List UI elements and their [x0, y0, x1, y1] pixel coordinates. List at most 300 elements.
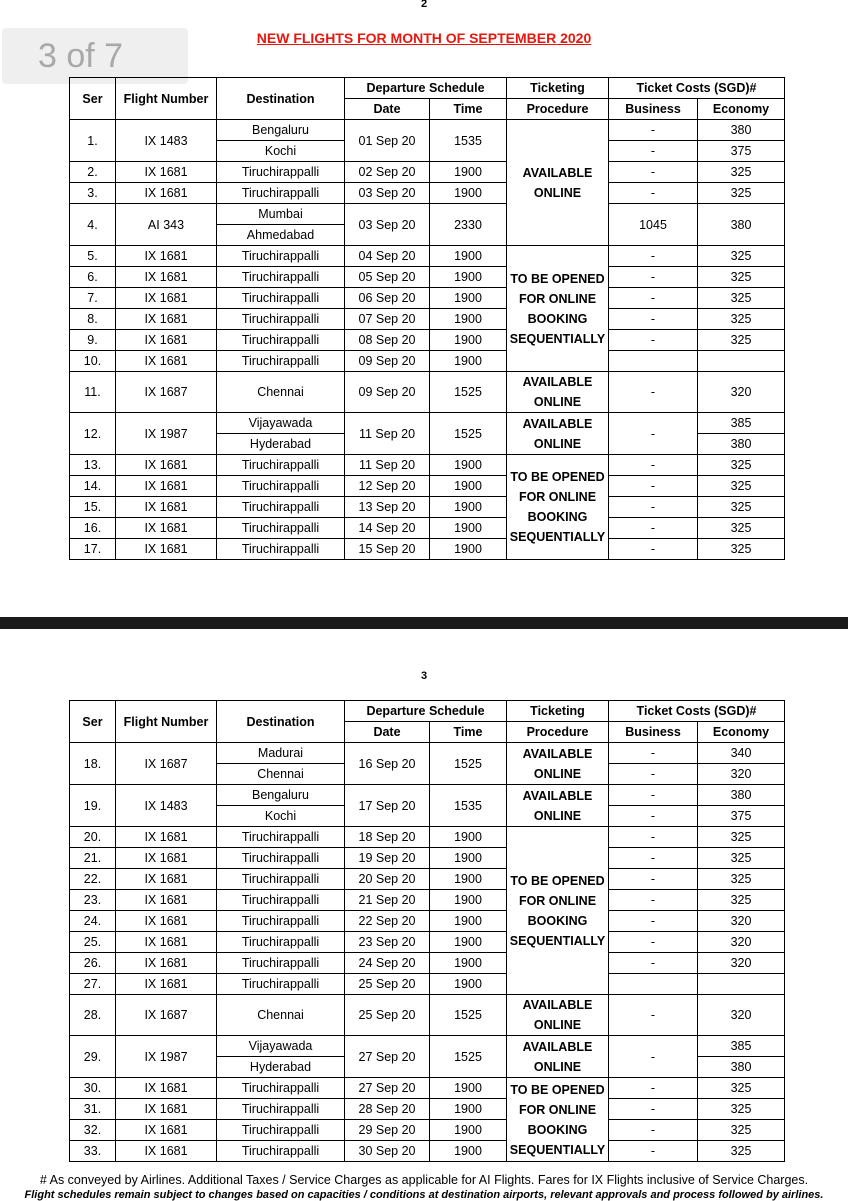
cell-business: -: [609, 848, 698, 869]
cell-ser: 4.: [70, 204, 116, 246]
header-economy: Economy: [698, 99, 785, 120]
cell-business: -: [609, 806, 698, 827]
table-row: [70, 827, 785, 848]
cell-ser: 20.: [70, 827, 116, 848]
table-row: [70, 932, 785, 953]
cell-business: -: [609, 267, 698, 288]
cell-date: 03 Sep 20: [345, 183, 430, 204]
cell-economy: 325: [698, 476, 785, 497]
cell-date: 07 Sep 20: [345, 309, 430, 330]
cell-economy: 325: [698, 1141, 785, 1162]
cell-business: 1045: [609, 204, 698, 246]
cell-economy: 325: [698, 869, 785, 890]
table-row: [70, 848, 785, 869]
page-title: NEW FLIGHTS FOR MONTH OF SEPTEMBER 2020: [256, 30, 592, 46]
cell-time: 1900: [430, 476, 507, 497]
cell-economy: 325: [698, 267, 785, 288]
cell-ser: 26.: [70, 953, 116, 974]
header-destination: Destination: [217, 78, 345, 120]
cell-time: 1525: [430, 743, 507, 785]
cell-destination: Kochi: [217, 806, 345, 827]
table-row: [70, 743, 785, 764]
header-economy: Economy: [698, 722, 785, 743]
cell-date: 08 Sep 20: [345, 330, 430, 351]
procedure-line: SEQUENTIALLY: [509, 933, 606, 948]
cell-business: -: [609, 764, 698, 785]
cell-time: 1900: [430, 455, 507, 476]
table-row: [70, 267, 785, 288]
cell-date: 01 Sep 20: [345, 120, 430, 162]
cell-flight-number: IX 1681: [116, 827, 217, 848]
cell-business: -: [609, 518, 698, 539]
cell-ser: 6.: [70, 267, 116, 288]
cell-time: 1900: [430, 953, 507, 974]
table-row: [70, 372, 785, 413]
procedure-line: AVAILABLE: [522, 1039, 593, 1054]
cell-time: 2330: [430, 204, 507, 246]
cell-ticketing-procedure: [507, 372, 609, 413]
cell-economy: 380: [698, 204, 785, 246]
procedure-line: ONLINE: [533, 1018, 582, 1032]
procedure-line: ONLINE: [533, 766, 582, 781]
cell-flight-number: IX 1987: [116, 413, 217, 455]
cell-destination: Mumbai: [217, 204, 345, 225]
cell-flight-number: IX 1687: [116, 995, 217, 1036]
header-procedure: Procedure: [507, 99, 609, 120]
table-row: [70, 518, 785, 539]
header-flight-number: Flight Number: [116, 701, 217, 743]
procedure-line: AVAILABLE: [522, 998, 593, 1012]
cell-flight-number: IX 1483: [116, 785, 217, 827]
cell-business: -: [609, 330, 698, 351]
table-row: [70, 890, 785, 911]
cell-time: 1900: [430, 246, 507, 267]
cell-date: 11 Sep 20: [345, 455, 430, 476]
cell-economy: 325: [698, 309, 785, 330]
cell-destination: Tiruchirappalli: [217, 869, 345, 890]
cell-flight-number: IX 1681: [116, 455, 217, 476]
cell-ser: 10.: [70, 351, 116, 372]
cell-business: -: [609, 869, 698, 890]
cell-destination: Tiruchirappalli: [217, 1141, 345, 1162]
cell-ser: 25.: [70, 932, 116, 953]
cell-destination: Bengaluru: [217, 785, 345, 806]
cell-economy: 320: [698, 764, 785, 785]
cell-destination: Tiruchirappalli: [217, 953, 345, 974]
header-date: Date: [345, 722, 430, 743]
header-ticketing: Ticketing: [507, 701, 609, 722]
cell-economy: 320: [698, 372, 785, 413]
cell-time: 1900: [430, 351, 507, 372]
cell-time: 1535: [430, 120, 507, 162]
cell-economy: 325: [698, 162, 785, 183]
cell-economy: 325: [698, 539, 785, 560]
cell-economy: 380: [698, 120, 785, 141]
cell-destination: Tiruchirappalli: [217, 1078, 345, 1099]
table-row: [70, 974, 785, 995]
table-row: [70, 1036, 785, 1057]
cell-time: 1535: [430, 785, 507, 827]
table-row: [70, 183, 785, 204]
cell-ser: 18.: [70, 743, 116, 785]
flight-table-2: [69, 700, 785, 1162]
procedure-line: BOOKING: [527, 510, 588, 524]
cell-economy: 325: [698, 1099, 785, 1120]
cell-business: -: [609, 1078, 698, 1099]
header-destination: Destination: [217, 701, 345, 743]
cell-economy: 325: [698, 518, 785, 539]
cell-ser: 7.: [70, 288, 116, 309]
procedure-line: SEQUENTIALLY: [509, 331, 606, 346]
table-row: [70, 953, 785, 974]
cell-flight-number: IX 1681: [116, 1120, 217, 1141]
cell-destination: Chennai: [217, 372, 345, 413]
page-number: 2: [420, 0, 428, 10]
cell-destination: Vijayawada: [217, 1036, 345, 1057]
cell-destination: Madurai: [217, 743, 345, 764]
cell-date: 11 Sep 20: [345, 413, 430, 455]
header-departure-schedule: Departure Schedule: [345, 78, 507, 99]
cell-ser: 5.: [70, 246, 116, 267]
procedure-line: BOOKING: [527, 913, 588, 928]
header-ticketing: Ticketing: [507, 78, 609, 99]
cell-destination: Tiruchirappalli: [217, 288, 345, 309]
flight-table-1: [69, 77, 785, 560]
header-business: Business: [609, 99, 698, 120]
cell-destination: Tiruchirappalli: [217, 497, 345, 518]
cell-time: 1900: [430, 162, 507, 183]
cell-economy: 325: [698, 848, 785, 869]
cell-economy: 385: [698, 1036, 785, 1057]
header-ser: Ser: [70, 78, 116, 120]
cell-ser: 32.: [70, 1120, 116, 1141]
cell-destination: Tiruchirappalli: [217, 267, 345, 288]
cell-ticketing-procedure: [507, 995, 609, 1036]
cell-business: -: [609, 1141, 698, 1162]
procedure-line: FOR ONLINE: [518, 1102, 597, 1117]
cell-flight-number: IX 1681: [116, 330, 217, 351]
cell-economy: 325: [698, 1120, 785, 1141]
table-row: [70, 204, 785, 225]
procedure-line: AVAILABLE: [522, 788, 593, 803]
cell-flight-number: IX 1681: [116, 848, 217, 869]
footnote: # As conveyed by Airlines. Additional Taxes / Service Charges as applicable for AI Flights. Fares for IX Flights inclusive of Service Charges.: [39, 1173, 809, 1187]
cell-destination: Kochi: [217, 141, 345, 162]
cell-destination: Hyderabad: [217, 1057, 345, 1078]
cell-economy: 325: [698, 330, 785, 351]
cell-economy: 325: [698, 497, 785, 518]
cell-date: 06 Sep 20: [345, 288, 430, 309]
cell-time: 1900: [430, 869, 507, 890]
cell-economy: 325: [698, 1078, 785, 1099]
cell-date: 02 Sep 20: [345, 162, 430, 183]
cell-business: -: [609, 413, 698, 455]
table-row: [70, 1078, 785, 1099]
table-row: [70, 120, 785, 141]
cell-economy: 325: [698, 246, 785, 267]
cell-time: 1900: [430, 1078, 507, 1099]
cell-business: [609, 974, 698, 995]
cell-date: 29 Sep 20: [345, 1120, 430, 1141]
procedure-line: ONLINE: [533, 395, 582, 409]
cell-time: 1900: [430, 330, 507, 351]
cell-ser: 13.: [70, 455, 116, 476]
cell-time: 1900: [430, 1120, 507, 1141]
cell-economy: 320: [698, 953, 785, 974]
cell-ticketing-procedure: [507, 455, 609, 560]
cell-flight-number: IX 1681: [116, 497, 217, 518]
cell-business: -: [609, 911, 698, 932]
cell-date: 03 Sep 20: [345, 204, 430, 246]
cell-economy: [698, 351, 785, 372]
cell-economy: 325: [698, 183, 785, 204]
cell-date: 24 Sep 20: [345, 953, 430, 974]
procedure-line: BOOKING: [527, 1122, 588, 1137]
procedure-line: BOOKING: [527, 311, 588, 326]
cell-date: 05 Sep 20: [345, 267, 430, 288]
table-row: [70, 785, 785, 806]
cell-time: 1900: [430, 309, 507, 330]
cell-date: 09 Sep 20: [345, 351, 430, 372]
cell-economy: 320: [698, 911, 785, 932]
cell-date: 27 Sep 20: [345, 1036, 430, 1078]
table-row: [70, 246, 785, 267]
procedure-line: TO BE OPENED: [510, 470, 605, 484]
table-row: [70, 539, 785, 560]
procedure-line: FOR ONLINE: [518, 291, 597, 306]
cell-flight-number: IX 1681: [116, 974, 217, 995]
cell-ser: 17.: [70, 539, 116, 560]
table-row: [70, 330, 785, 351]
cell-date: 21 Sep 20: [345, 890, 430, 911]
cell-ticketing-procedure: [507, 120, 609, 246]
cell-ticketing-procedure: [507, 246, 609, 372]
procedure-line: ONLINE: [533, 436, 582, 451]
table-row: [70, 455, 785, 476]
cell-ser: 16.: [70, 518, 116, 539]
cell-economy: 325: [698, 827, 785, 848]
cell-destination: Hyderabad: [217, 434, 345, 455]
cell-business: -: [609, 246, 698, 267]
cell-time: 1900: [430, 1099, 507, 1120]
cell-destination: Bengaluru: [217, 120, 345, 141]
cell-ticketing-procedure: [507, 785, 609, 827]
cell-ticketing-procedure: [507, 1036, 609, 1078]
cell-economy: 340: [698, 743, 785, 764]
cell-destination: Vijayawada: [217, 413, 345, 434]
cell-flight-number: IX 1681: [116, 476, 217, 497]
cell-date: 15 Sep 20: [345, 539, 430, 560]
procedure-line: TO BE OPENED: [510, 1082, 605, 1097]
cell-date: 12 Sep 20: [345, 476, 430, 497]
cell-ticketing-procedure: [507, 743, 609, 785]
table-row: [70, 309, 785, 330]
header-time: Time: [430, 99, 507, 120]
cell-ticketing-procedure: [507, 1078, 609, 1162]
cell-time: 1900: [430, 911, 507, 932]
cell-ser: 19.: [70, 785, 116, 827]
cell-date: 28 Sep 20: [345, 1099, 430, 1120]
cell-flight-number: IX 1681: [116, 539, 217, 560]
cell-economy: 375: [698, 141, 785, 162]
cell-economy: 320: [698, 995, 785, 1036]
cell-destination: Ahmedabad: [217, 225, 345, 246]
cell-ser: 2.: [70, 162, 116, 183]
table-row: [70, 476, 785, 497]
cell-time: 1900: [430, 539, 507, 560]
cell-time: 1900: [430, 932, 507, 953]
cell-date: 16 Sep 20: [345, 743, 430, 785]
cell-business: -: [609, 141, 698, 162]
table-row: [70, 1120, 785, 1141]
procedure-line: FOR ONLINE: [518, 490, 597, 504]
cell-ser: 8.: [70, 309, 116, 330]
cell-business: -: [609, 1036, 698, 1078]
cell-destination: Chennai: [217, 995, 345, 1036]
cell-flight-number: IX 1681: [116, 932, 217, 953]
procedure-line: TO BE OPENED: [510, 873, 605, 888]
cell-business: -: [609, 932, 698, 953]
procedure-line: SEQUENTIALLY: [509, 1142, 606, 1157]
cell-ser: 28.: [70, 995, 116, 1036]
cell-ser: 1.: [70, 120, 116, 162]
cell-time: 1900: [430, 183, 507, 204]
table-row: [70, 351, 785, 372]
page-divider: [0, 617, 848, 629]
cell-destination: Tiruchirappalli: [217, 848, 345, 869]
cell-flight-number: IX 1681: [116, 267, 217, 288]
table-row: [70, 288, 785, 309]
header-ticket-costs: Ticket Costs (SGD)#: [609, 78, 785, 99]
cell-business: -: [609, 539, 698, 560]
cell-business: -: [609, 162, 698, 183]
cell-time: 1525: [430, 1036, 507, 1078]
cell-economy: 325: [698, 455, 785, 476]
cell-business: -: [609, 288, 698, 309]
procedure-line: AVAILABLE: [522, 416, 593, 431]
cell-date: 25 Sep 20: [345, 974, 430, 995]
cell-ser: 22.: [70, 869, 116, 890]
cell-ser: 15.: [70, 497, 116, 518]
cell-business: [609, 351, 698, 372]
cell-ser: 23.: [70, 890, 116, 911]
cell-ser: 12.: [70, 413, 116, 455]
cell-flight-number: IX 1681: [116, 162, 217, 183]
cell-date: 30 Sep 20: [345, 1141, 430, 1162]
cell-flight-number: AI 343: [116, 204, 217, 246]
cell-economy: 380: [698, 1057, 785, 1078]
cell-ser: 11.: [70, 372, 116, 413]
cell-ser: 3.: [70, 183, 116, 204]
cell-time: 1900: [430, 827, 507, 848]
cell-business: -: [609, 995, 698, 1036]
cell-business: -: [609, 120, 698, 141]
cell-flight-number: IX 1681: [116, 1078, 217, 1099]
cell-business: -: [609, 372, 698, 413]
cell-flight-number: IX 1687: [116, 372, 217, 413]
cell-time: 1900: [430, 848, 507, 869]
cell-business: -: [609, 827, 698, 848]
cell-destination: Tiruchirappalli: [217, 911, 345, 932]
cell-time: 1525: [430, 372, 507, 413]
cell-destination: Tiruchirappalli: [217, 309, 345, 330]
cell-business: -: [609, 455, 698, 476]
cell-time: 1900: [430, 288, 507, 309]
procedure-line: ONLINE: [533, 808, 582, 823]
header-date: Date: [345, 99, 430, 120]
header-procedure: Procedure: [507, 722, 609, 743]
page-number: 3: [420, 670, 428, 682]
table-row: [70, 869, 785, 890]
cell-business: -: [609, 309, 698, 330]
cell-ser: 27.: [70, 974, 116, 995]
header-ticket-costs: Ticket Costs (SGD)#: [609, 701, 785, 722]
cell-flight-number: IX 1687: [116, 743, 217, 785]
cell-date: 19 Sep 20: [345, 848, 430, 869]
cell-date: 04 Sep 20: [345, 246, 430, 267]
table-row: [70, 1141, 785, 1162]
cell-date: 23 Sep 20: [345, 932, 430, 953]
cell-destination: Tiruchirappalli: [217, 539, 345, 560]
cell-flight-number: IX 1681: [116, 183, 217, 204]
procedure-line: ONLINE: [533, 185, 582, 200]
cell-destination: Tiruchirappalli: [217, 246, 345, 267]
cell-date: 18 Sep 20: [345, 827, 430, 848]
cell-flight-number: IX 1681: [116, 911, 217, 932]
cell-ser: 29.: [70, 1036, 116, 1078]
cell-destination: Tiruchirappalli: [217, 330, 345, 351]
cell-flight-number: IX 1681: [116, 869, 217, 890]
cell-date: 20 Sep 20: [345, 869, 430, 890]
header-flight-number: Flight Number: [116, 78, 217, 120]
cell-flight-number: IX 1681: [116, 309, 217, 330]
cell-ticketing-procedure: [507, 827, 609, 995]
cell-destination: Tiruchirappalli: [217, 162, 345, 183]
cell-destination: Tiruchirappalli: [217, 518, 345, 539]
page-indicator: 3 of 7: [2, 28, 188, 84]
cell-flight-number: IX 1681: [116, 246, 217, 267]
cell-business: -: [609, 785, 698, 806]
cell-flight-number: IX 1987: [116, 1036, 217, 1078]
table-row: [70, 162, 785, 183]
table-row: [70, 995, 785, 1036]
cell-time: 1525: [430, 413, 507, 455]
cell-business: -: [609, 497, 698, 518]
table-row: [70, 911, 785, 932]
cell-flight-number: IX 1681: [116, 288, 217, 309]
cell-flight-number: IX 1681: [116, 1099, 217, 1120]
cell-date: 22 Sep 20: [345, 911, 430, 932]
cell-business: -: [609, 1099, 698, 1120]
cell-business: -: [609, 476, 698, 497]
cell-ser: 21.: [70, 848, 116, 869]
cell-ser: 24.: [70, 911, 116, 932]
cell-ser: 33.: [70, 1141, 116, 1162]
procedure-line: TO BE OPENED: [510, 271, 605, 286]
cell-time: 1900: [430, 1141, 507, 1162]
cell-business: -: [609, 1120, 698, 1141]
cell-ser: 30.: [70, 1078, 116, 1099]
cell-ser: 31.: [70, 1099, 116, 1120]
header-ser: Ser: [70, 701, 116, 743]
cell-destination: Tiruchirappalli: [217, 351, 345, 372]
cell-destination: Tiruchirappalli: [217, 974, 345, 995]
cell-economy: 320: [698, 932, 785, 953]
procedure-line: AVAILABLE: [522, 165, 593, 180]
cell-business: -: [609, 890, 698, 911]
cell-business: -: [609, 183, 698, 204]
cell-destination: Tiruchirappalli: [217, 1120, 345, 1141]
